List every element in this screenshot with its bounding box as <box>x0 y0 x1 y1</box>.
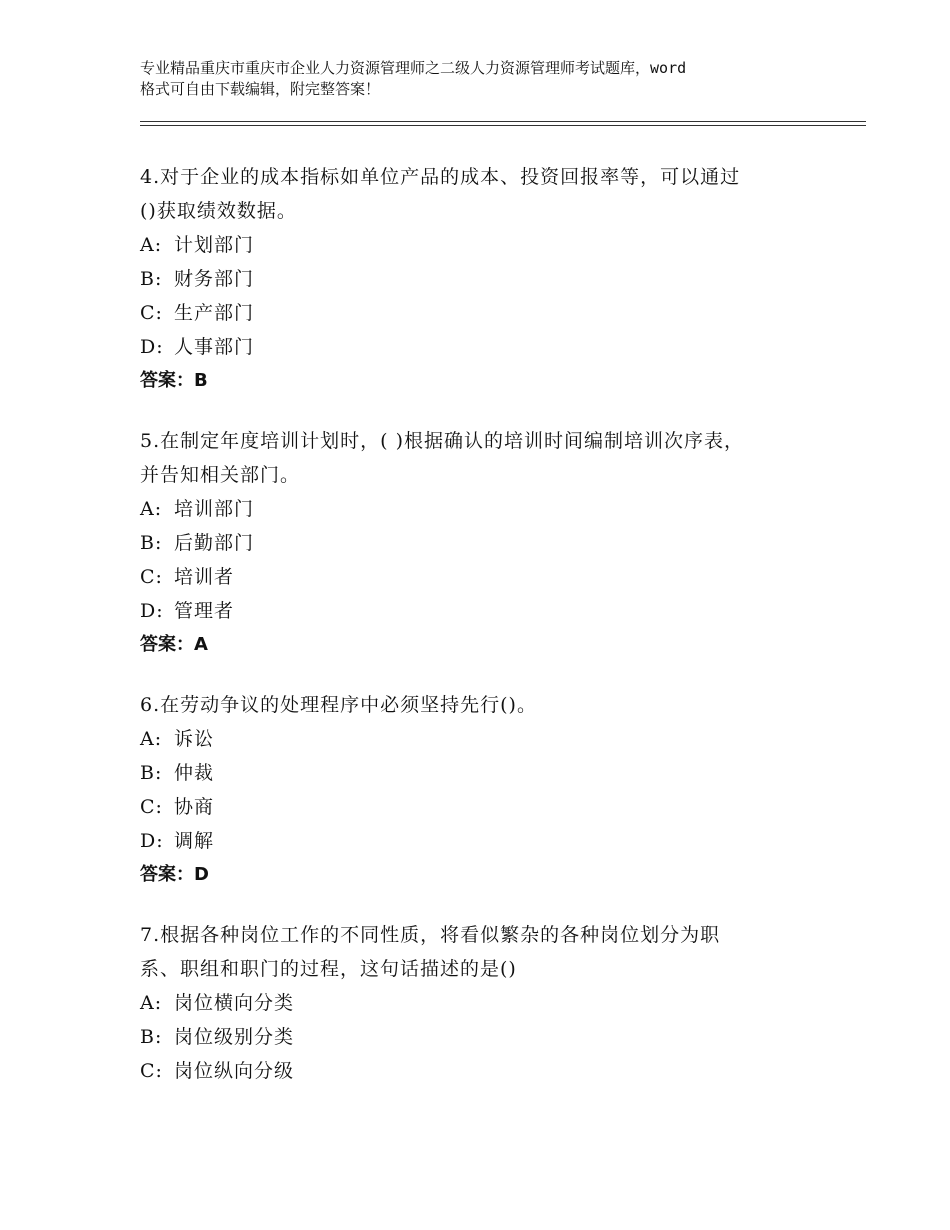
option-text: 计划部门 <box>174 234 255 256</box>
option-text: 岗位级别分类 <box>174 1026 295 1048</box>
document-header <box>140 58 840 100</box>
option-letter: C: <box>140 302 163 324</box>
option-letter: A: <box>140 992 163 1014</box>
option-letter: A: <box>140 498 163 520</box>
question-text: ()获取绩效数据。 <box>140 200 297 222</box>
question-list <box>140 160 840 1114</box>
option-text: 岗位纵向分级 <box>174 1060 295 1082</box>
option-letter: D: <box>140 600 164 622</box>
option-text: 人事部门 <box>174 336 255 358</box>
option-d <box>140 824 840 858</box>
question-4 <box>140 160 840 398</box>
question-7 <box>140 918 840 1088</box>
question-6 <box>140 688 840 892</box>
option-text: 管理者 <box>174 600 235 622</box>
option-text: 生产部门 <box>174 302 255 324</box>
option-c <box>140 560 840 594</box>
question-text: 并告知相关部门。 <box>140 464 301 486</box>
option-text: 调解 <box>174 830 215 852</box>
option-text: 后勤部门 <box>174 532 255 554</box>
option-letter: A: <box>140 728 163 750</box>
option-letter: C: <box>140 1060 163 1082</box>
question-text: 5.在制定年度培训计划时，( )根据确认的培训时间编制培训次序表， <box>140 430 744 452</box>
question-text: 系、职组和职门的过程，这句话描述的是() <box>140 958 517 980</box>
option-b <box>140 262 840 296</box>
option-a <box>140 492 840 526</box>
header-rule-top <box>140 121 866 122</box>
option-letter: B: <box>140 532 163 554</box>
option-letter: B: <box>140 268 163 290</box>
option-letter: B: <box>140 762 163 784</box>
option-c <box>140 790 840 824</box>
header-rule-bottom <box>140 125 866 126</box>
option-letter: C: <box>140 566 163 588</box>
option-a <box>140 722 840 756</box>
option-a <box>140 986 840 1020</box>
option-letter: D: <box>140 336 164 358</box>
option-text: 岗位横向分类 <box>174 992 295 1014</box>
answer-label: 答案：B <box>140 370 208 391</box>
question-text: 4.对于企业的成本指标如单位产品的成本、投资回报率等，可以通过 <box>140 166 741 188</box>
option-a <box>140 228 840 262</box>
option-text: 财务部门 <box>174 268 255 290</box>
option-letter: C: <box>140 796 163 818</box>
option-b <box>140 1020 840 1054</box>
option-b <box>140 756 840 790</box>
question-text: 7.根据各种岗位工作的不同性质，将看似繁杂的各种岗位划分为职 <box>140 924 721 946</box>
option-text: 仲裁 <box>174 762 215 784</box>
option-c <box>140 1054 840 1088</box>
option-letter: A: <box>140 234 163 256</box>
option-text: 培训者 <box>174 566 235 588</box>
option-letter: D: <box>140 830 164 852</box>
answer-label: 答案：D <box>140 864 209 885</box>
answer-label: 答案：A <box>140 634 208 655</box>
option-letter: B: <box>140 1026 163 1048</box>
option-d <box>140 594 840 628</box>
option-text: 诉讼 <box>174 728 215 750</box>
option-d <box>140 330 840 364</box>
header-line-2: 格式可自由下载编辑，附完整答案！ <box>140 80 381 98</box>
option-b <box>140 526 840 560</box>
option-text: 协商 <box>174 796 215 818</box>
option-text: 培训部门 <box>174 498 255 520</box>
question-5 <box>140 424 840 662</box>
option-c <box>140 296 840 330</box>
question-text: 6.在劳动争议的处理程序中必须坚持先行()。 <box>140 694 537 716</box>
header-line-1: 专业精品重庆市重庆市企业人力资源管理师之二级人力资源管理师考试题库，word <box>140 59 687 77</box>
